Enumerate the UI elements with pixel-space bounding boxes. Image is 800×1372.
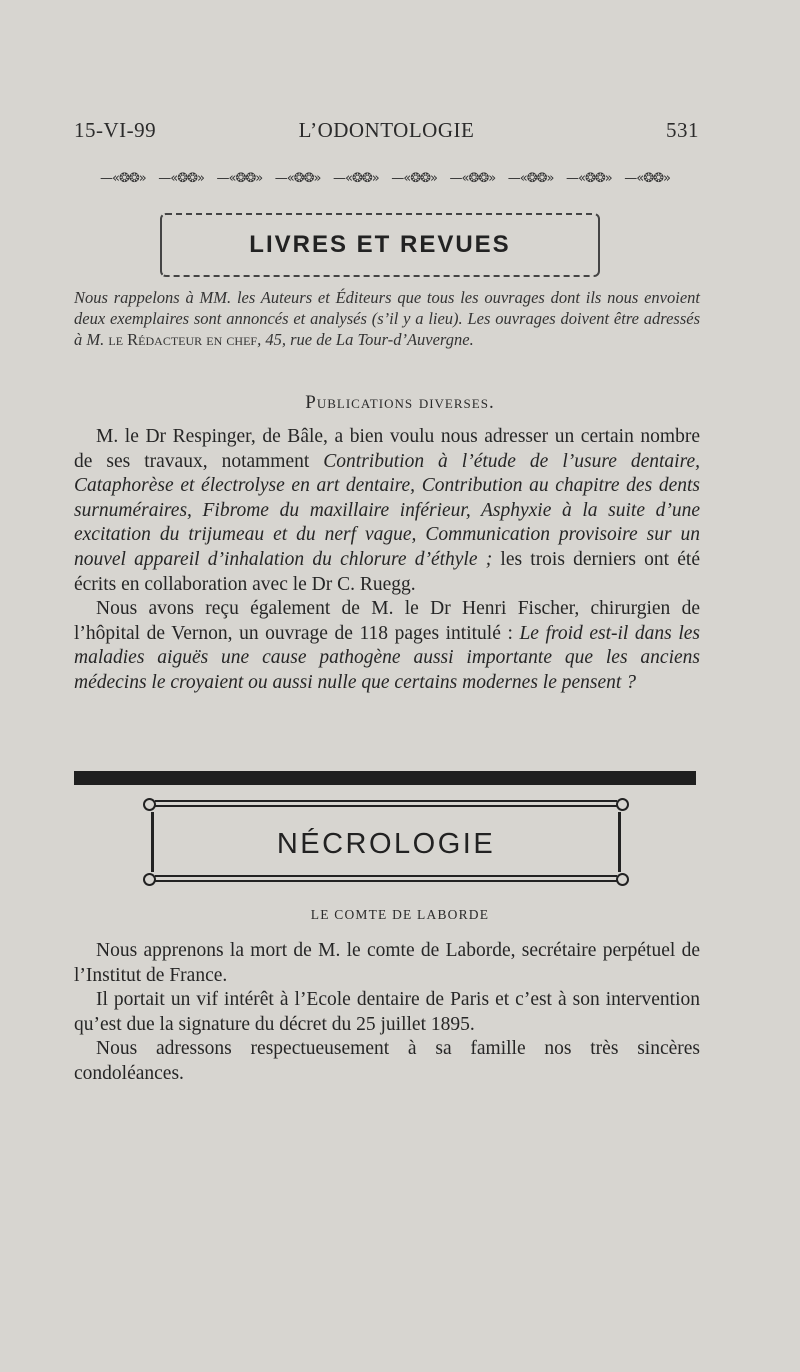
intro-text-end: , 45, rue de La Tour-d’Auvergne. <box>257 330 474 349</box>
section-banner-livres <box>160 213 600 277</box>
paragraph <box>74 597 700 695</box>
intro-text: Nous rappelons à MM. les Auteurs et Éditeurs que tous les ouvrages dont ils nous envoient deux exemplaires sont annoncés et analysés (s’il y a lieu). Les ouvrages doivent être adressés à M. <box>74 288 700 349</box>
section-title-necrologie: NÉCROLOGIE <box>276 828 496 860</box>
ornament-glyph-icon: —«❂❂» <box>274 170 321 186</box>
obituary-subtitle: LE COMTE DE LABORDE <box>310 907 490 922</box>
ornament-glyph-icon: —«❂❂» <box>624 170 670 186</box>
paragraph-text: M. le Dr Respinger, de Bâle, a bien voulu nous adresser un certain nombre de ses travaux, notamment <box>74 426 700 472</box>
paragraph: Il portait un vif intérêt à l’Ecole dentaire de Paris et c’est à son intervention qu’est due la signature du décret du 25 juillet 1895. <box>74 989 700 1035</box>
paragraph <box>74 425 700 597</box>
banner-bottom-line <box>155 875 617 882</box>
publications-body <box>74 425 700 696</box>
ornament-glyph-icon: —«❂❂» <box>507 170 554 186</box>
intro-smallcaps: le Rédacteur en chef <box>108 330 258 349</box>
header-journal-title: L’ODONTOLOGIE <box>298 118 475 142</box>
running-header <box>74 118 699 148</box>
paragraph-text: les trois derniers ont été écrits en collaboration avec le Dr C. Ruegg. <box>74 548 701 595</box>
header-page-number: 531 <box>666 118 699 142</box>
corner-ring-icon <box>143 798 156 811</box>
ornament-glyph-icon: —«❂❂» <box>100 170 146 186</box>
section-divider-rule <box>74 771 696 785</box>
corner-ring-icon <box>616 798 629 811</box>
banner-top-line <box>155 800 617 807</box>
paragraph: Nous apprenons la mort de M. le comte de Laborde, secrétaire perpétuel de l’Institut de France. <box>74 940 700 986</box>
section-title-livres: LIVRES ET REVUES <box>249 231 511 258</box>
paragraph-text: Nous avons reçu également de M. le Dr Henri Fischer, chirurgien de l’hôpital de Vernon, un ouvrage de 118 pages intitulé : <box>74 598 700 644</box>
ornament-glyph-icon: —«❂❂» <box>333 170 379 186</box>
ornament-glyph-icon: —«❂❂» <box>158 170 204 186</box>
corner-ring-icon <box>616 873 629 886</box>
section-banner-necrologie <box>143 798 629 888</box>
obituary-body <box>74 939 700 1087</box>
ornament-glyph-icon: —«❂❂» <box>216 170 263 186</box>
ornament-glyph-icon: —«❂❂» <box>449 170 496 186</box>
intro-notice <box>74 287 700 350</box>
paragraph-italic: Contribution à l’étude de l’usure dentaire, Cataphorèse et électrolyse en art dentaire, Contribution au chapitre des dents surnuméraires, Fibrome du maxillaire inférieur, Asphyxie à la suite d’une excitation du trijumeau et du nerf vague, Communication provisoire sur un nouvel appareil d’inhalation du chlorure d’éthyle ; <box>74 450 700 570</box>
paragraph-italic: Le froid est-il dans les maladies aiguës une cause pathogène aussi importante que les anciens médecins le croyaient ou aussi nulle que certains modernes le pensent ? <box>74 622 700 693</box>
ornamental-border <box>100 168 670 188</box>
corner-ring-icon <box>143 873 156 886</box>
header-date: 15-VI-99 <box>74 118 157 142</box>
subsection-title: Publications diverses. <box>305 392 495 413</box>
ornament-glyph-icon: —«❂❂» <box>566 170 612 186</box>
ornament-glyph-icon: —«❂❂» <box>391 170 437 186</box>
paragraph: Nous adressons respectueusement à sa famille nos très sincères condoléances. <box>74 1038 700 1084</box>
